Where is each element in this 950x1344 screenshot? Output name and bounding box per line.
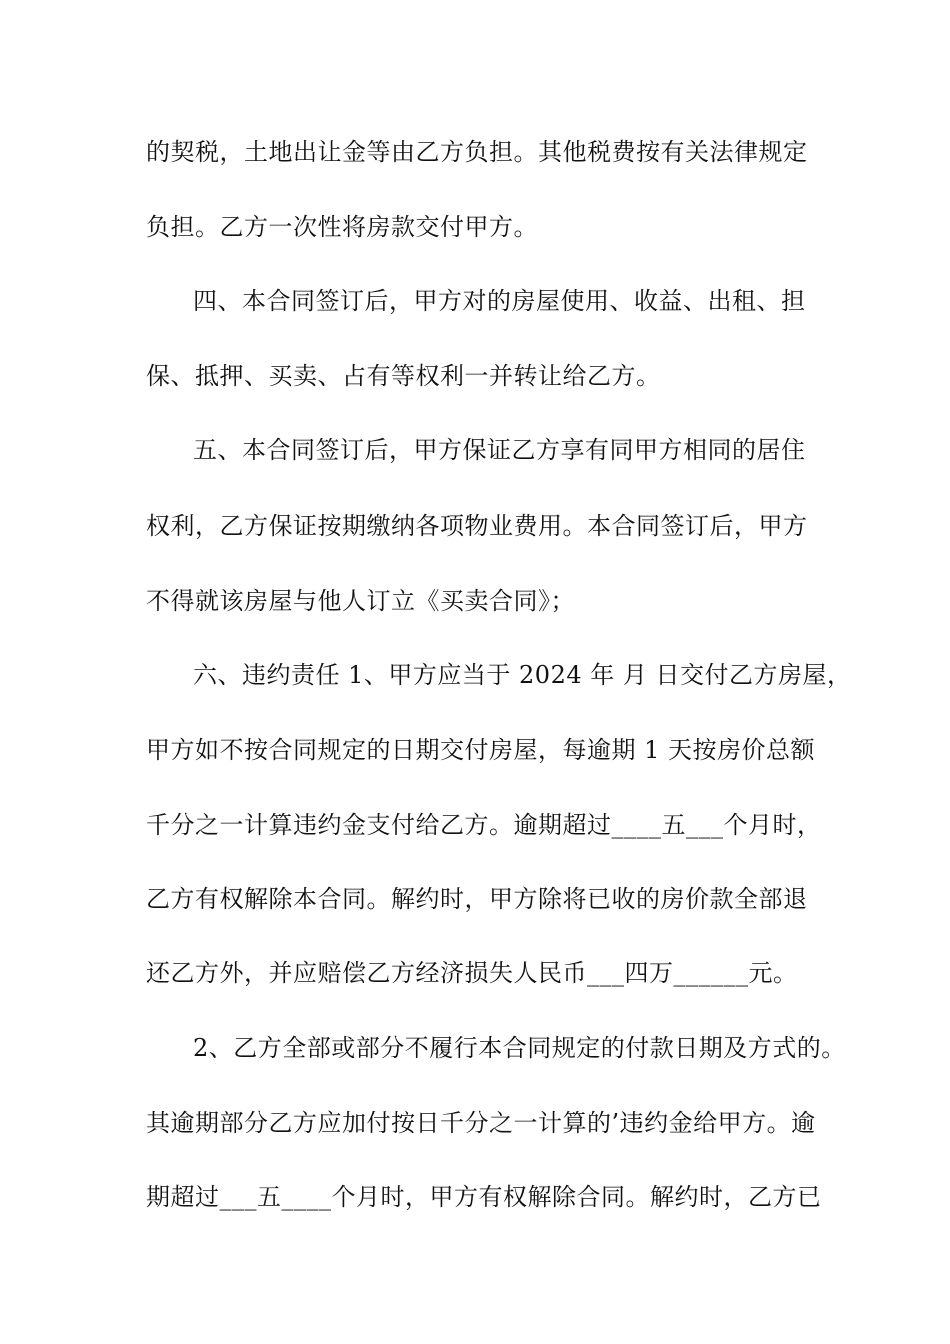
paragraph-line: 负担。乙方一次性将房款交付甲方。 (146, 213, 538, 241)
paragraph-line: 保、抵押、买卖、占有等权利一并转让给乙方。 (146, 362, 661, 390)
paragraph-line: 权利，乙方保证按期缴纳各项物业费用。本合同签订后，甲方 (146, 512, 808, 540)
paragraph-line: 2、乙方全部或部分不履行本合同规定的付款日期及方式的。 (193, 1034, 846, 1062)
paragraph-line: 甲方如不按合同规定的日期交付房屋，每逾期 1 天按房价总额 (146, 736, 816, 764)
paragraph-line: 四、本合同签订后，甲方对的房屋使用、收益、出租、担 (193, 287, 806, 315)
paragraph-line: 五、本合同签订后，甲方保证乙方享有同甲方相同的居住 (193, 436, 806, 464)
paragraph-line: 期超过___五____个月时，甲方有权解除合同。解约时，乙方已 (146, 1183, 822, 1211)
paragraph-line: 的契税，土地出让金等由乙方负担。其他税费按有关法律规定 (146, 138, 808, 166)
paragraph-line: 其逾期部分乙方应加付按日千分之一计算的’违约金给甲方。逾 (146, 1109, 816, 1137)
paragraph-line: 千分之一计算违约金支付给乙方。逾期超过____五___个月时， (146, 811, 822, 839)
paragraph-line: 乙方有权解除本合同。解约时，甲方除将已收的房价款全部退 (146, 885, 808, 913)
paragraph-line: 不得就该房屋与他人订立《买卖合同》； (146, 587, 575, 615)
paragraph-line: 还乙方外，并应赔偿乙方经济损失人民币___四万______元。 (146, 959, 798, 987)
paragraph-line: 六、违约责任 1、甲方应当于 2024 年 月 日交付乙方房屋， (193, 661, 852, 689)
